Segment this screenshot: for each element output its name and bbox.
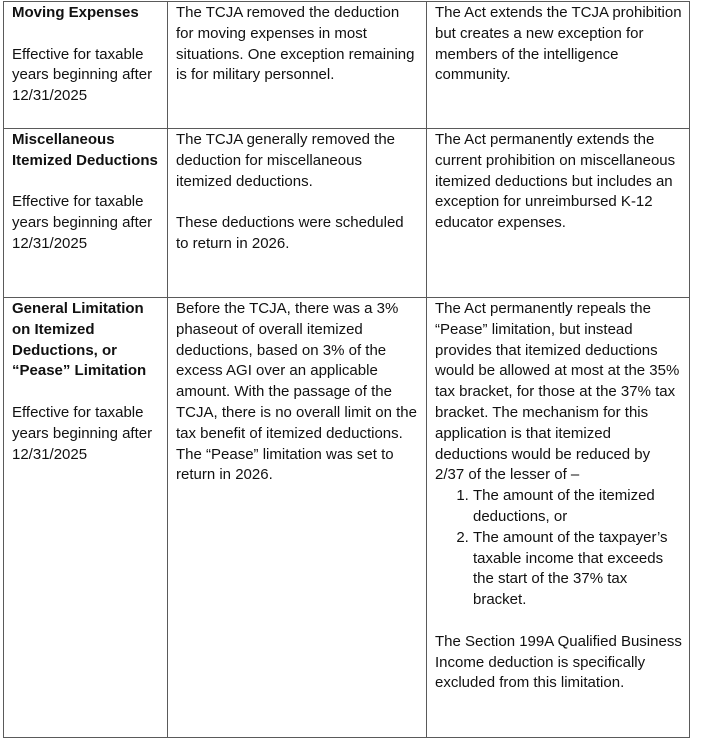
new-law-intro: The Act permanently repeals the “Pease” limitation, but instead provides that itemized deductions would be allowed at most at the 35% tax bracket, for those at the 37% tax bracket. The mechanism for this application is that itemized deductions would be reduced by 2/37 of the lesser of – (435, 300, 680, 484)
new-law-text: The Act permanently extends the current prohibition on miscellaneous itemized deductions but includes an exception for unreimbursed K-12 educator expenses. (435, 131, 676, 232)
new-law-outro: The Section 199A Qualified Business Income deduction is specifically excluded from this limitation. (435, 632, 682, 692)
topic-title: General Limitation on Itemized Deductions, or “Pease” Limitation (12, 300, 147, 380)
topic-cell (4, 298, 168, 738)
table-row (4, 298, 690, 738)
effective-date-note: Effective for taxable years beginning after 12/31/2025 (12, 193, 153, 252)
new-law-text: The Act extends the TCJA prohibition but creates a new exception for members of the intelligence community. (435, 4, 682, 84)
prior-law-cell (168, 2, 427, 129)
topic-cell (4, 2, 168, 129)
tax-provisions-table (3, 1, 690, 738)
new-law-cell (427, 298, 690, 738)
prior-law-cell (168, 129, 427, 298)
reduction-criteria-list (435, 486, 683, 611)
new-law-cell (427, 129, 690, 298)
topic-cell (4, 129, 168, 298)
prior-law-cell (168, 298, 427, 738)
effective-date-note: Effective for taxable years beginning after 12/31/2025 (12, 403, 153, 463)
prior-law-text: The TCJA removed the deduction for moving expenses in most situations. One exception remaining is for military personnel. (176, 4, 415, 84)
topic-title: Moving Expenses (12, 4, 139, 21)
list-item: 2. The amount of the taxpayer’s taxable income that exceeds the start of the 37% tax bracket. (473, 528, 683, 611)
new-law-cell (427, 2, 690, 129)
prior-law-text: Before the TCJA, there was a 3% phaseout of overall itemized deductions, based on 3% of the excess AGI over an applicable amount. With the passage of the TCJA, there is no overall limit on the tax benefit of itemized deductions. The “Pease” limitation was set to return in 2026. (176, 300, 417, 484)
table-row (4, 129, 690, 298)
prior-law-text: These deductions were scheduled to return in 2026. (176, 214, 404, 252)
effective-date-note: Effective for taxable years beginning after 12/31/2025 (12, 45, 153, 105)
list-item: 1. The amount of the itemized deductions, or (473, 486, 683, 528)
table-row (4, 2, 690, 129)
prior-law-text: The TCJA generally removed the deduction for miscellaneous itemized deductions. (176, 131, 396, 190)
topic-title: Miscellaneous Itemized Deductions (12, 131, 158, 169)
